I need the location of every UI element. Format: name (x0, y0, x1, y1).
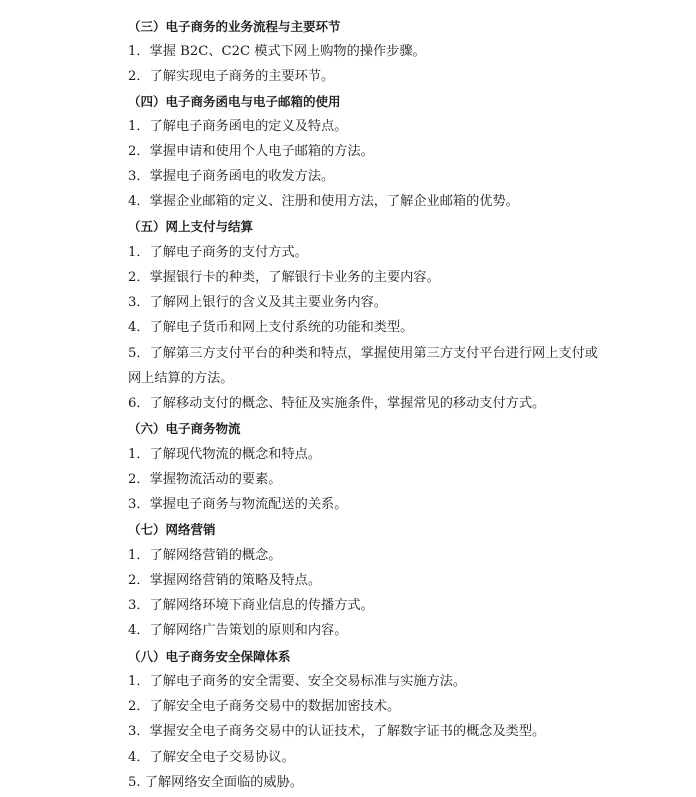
list-item: 4．了解安全电子交易协议。 (128, 750, 295, 765)
list-item: 3．掌握电子商务函电的收发方法。 (128, 169, 335, 184)
list-item: 2．掌握物流活动的要素。 (128, 472, 282, 487)
section-heading-5: （五）网上支付与结算 (128, 219, 254, 234)
section-heading-4: （四）电子商务函电与电子邮箱的使用 (128, 94, 341, 109)
list-item: 3．了解网上银行的含义及其主要业务内容。 (128, 295, 387, 310)
list-item: 1．掌握 B2C、C2C 模式下网上购物的操作步骤。 (128, 44, 426, 59)
list-item: 1．了解电子商务的支付方式。 (128, 245, 308, 260)
list-item: 2．掌握申请和使用个人电子邮箱的方法。 (128, 144, 374, 159)
list-item: 1．了解电子商务的安全需要、安全交易标准与实施方法。 (128, 674, 467, 689)
list-item: 5. 了解网络安全面临的威胁。 (128, 775, 304, 790)
list-item: 1．了解电子商务函电的定义及特点。 (128, 119, 348, 134)
list-item: 5．了解第三方支付平台的种类和特点，掌握使用第三方支付平台进行网上支付或 (128, 346, 598, 361)
list-item: 1．了解现代物流的概念和特点。 (128, 447, 322, 462)
list-item: 3．掌握电子商务与物流配送的关系。 (128, 497, 348, 512)
section-heading-6: （六）电子商务物流 (128, 421, 241, 436)
list-item: 1．了解网络营销的概念。 (128, 548, 282, 563)
list-item: 2．掌握网络营销的策略及特点。 (128, 573, 322, 588)
list-item: 2．了解实现电子商务的主要环节。 (128, 69, 335, 84)
list-item: 2．掌握银行卡的种类，了解银行卡业务的主要内容。 (128, 270, 440, 285)
list-item: 2．了解安全电子商务交易中的数据加密技术。 (128, 699, 401, 714)
list-item: 3．了解网络环境下商业信息的传播方式。 (128, 598, 374, 613)
list-item: 4．掌握企业邮箱的定义、注册和使用方法，了解企业邮箱的优势。 (128, 194, 519, 209)
list-item: 6．了解移动支付的概念、特征及实施条件，掌握常见的移动支付方式。 (128, 396, 546, 411)
list-item: 4．了解网络广告策划的原则和内容。 (128, 623, 348, 638)
section-heading-8: （八）电子商务安全保障体系 (128, 649, 291, 664)
list-item-continuation: 网上结算的方法。 (128, 371, 234, 386)
list-item: 3．掌握安全电子商务交易中的认证技术，了解数字证书的概念及类型。 (128, 724, 546, 739)
section-heading-3: （三）电子商务的业务流程与主要环节 (128, 19, 341, 34)
section-heading-7: （七）网络营销 (128, 522, 216, 537)
list-item: 4．了解电子货币和网上支付系统的功能和类型。 (128, 320, 414, 335)
